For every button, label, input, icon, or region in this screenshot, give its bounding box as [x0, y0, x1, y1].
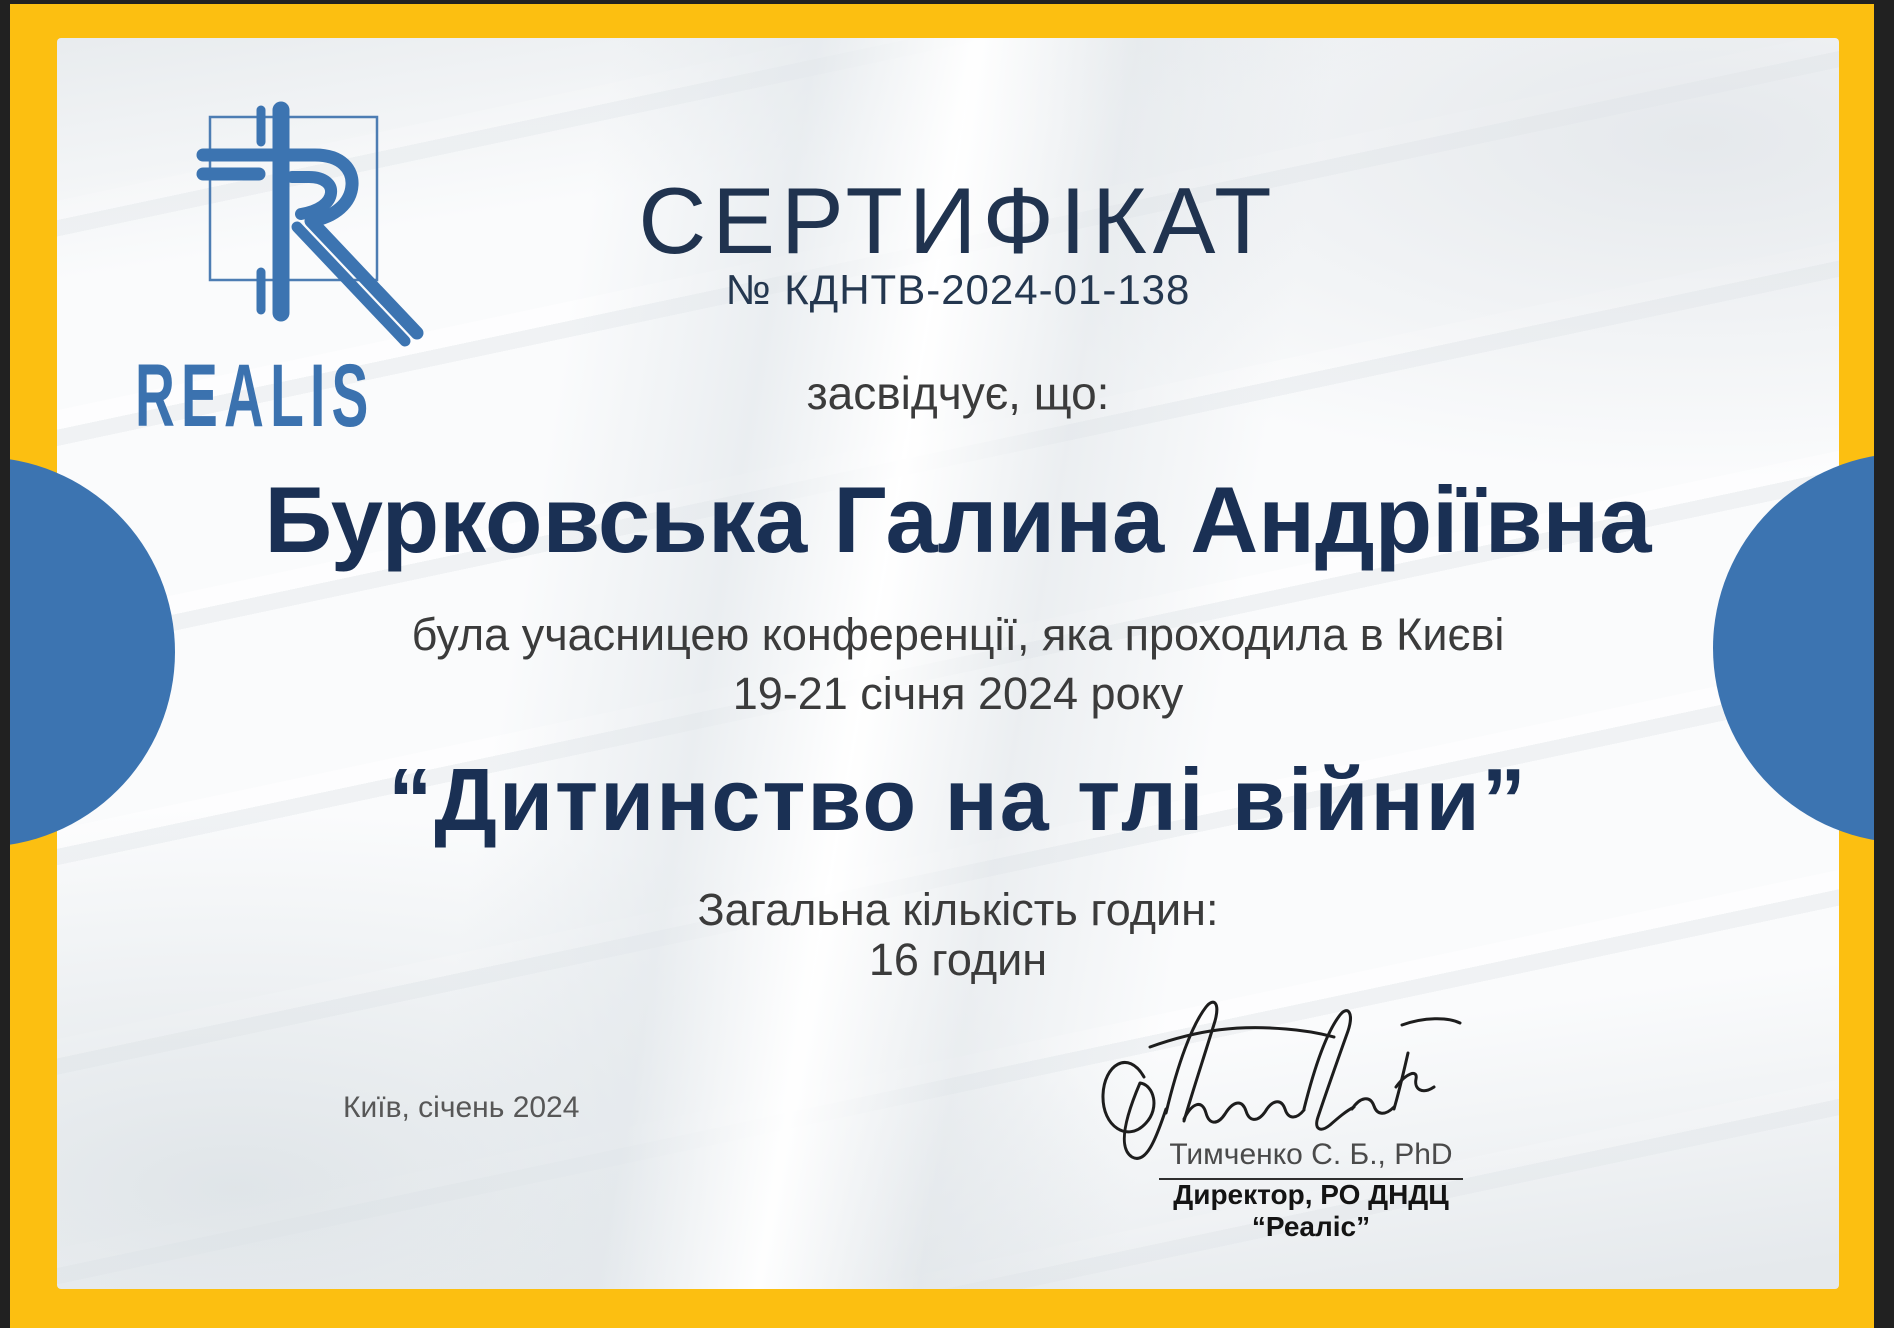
place-date: Київ, січень 2024 — [343, 1091, 580, 1124]
certificate — [10, 4, 1874, 1328]
hours-label: Загальна кількість годин: — [697, 884, 1219, 935]
hours-value: 16 годин — [868, 934, 1048, 985]
certificate-title: СЕРТИФІКАТ — [638, 168, 1278, 273]
event-date-line: 19-21 січня 2024 року — [732, 668, 1184, 719]
signer-name — [1011, 1138, 1611, 1172]
certificate-inner-panel — [57, 38, 1839, 1289]
certifies-line: засвідчує, що: — [806, 367, 1110, 419]
brand-wordmark: REALIS — [135, 345, 375, 445]
conference-title: “Дитинство на тлі війни” — [388, 750, 1528, 849]
certificate-number: № КДНТВ-2024-01-138 — [725, 266, 1191, 313]
signer-role-line1: Директор, РО ДНДЦ — [1173, 1179, 1449, 1210]
event-description-line1: була учасницею конференції, яка проходила в Києві — [411, 609, 1505, 660]
signer-role-line2: “Реаліс” — [1251, 1211, 1371, 1242]
recipient-name: Бурковська Галина Андріївна — [264, 467, 1652, 572]
signer-name-text: Тимченко С. Б., PhD — [1159, 1138, 1462, 1180]
